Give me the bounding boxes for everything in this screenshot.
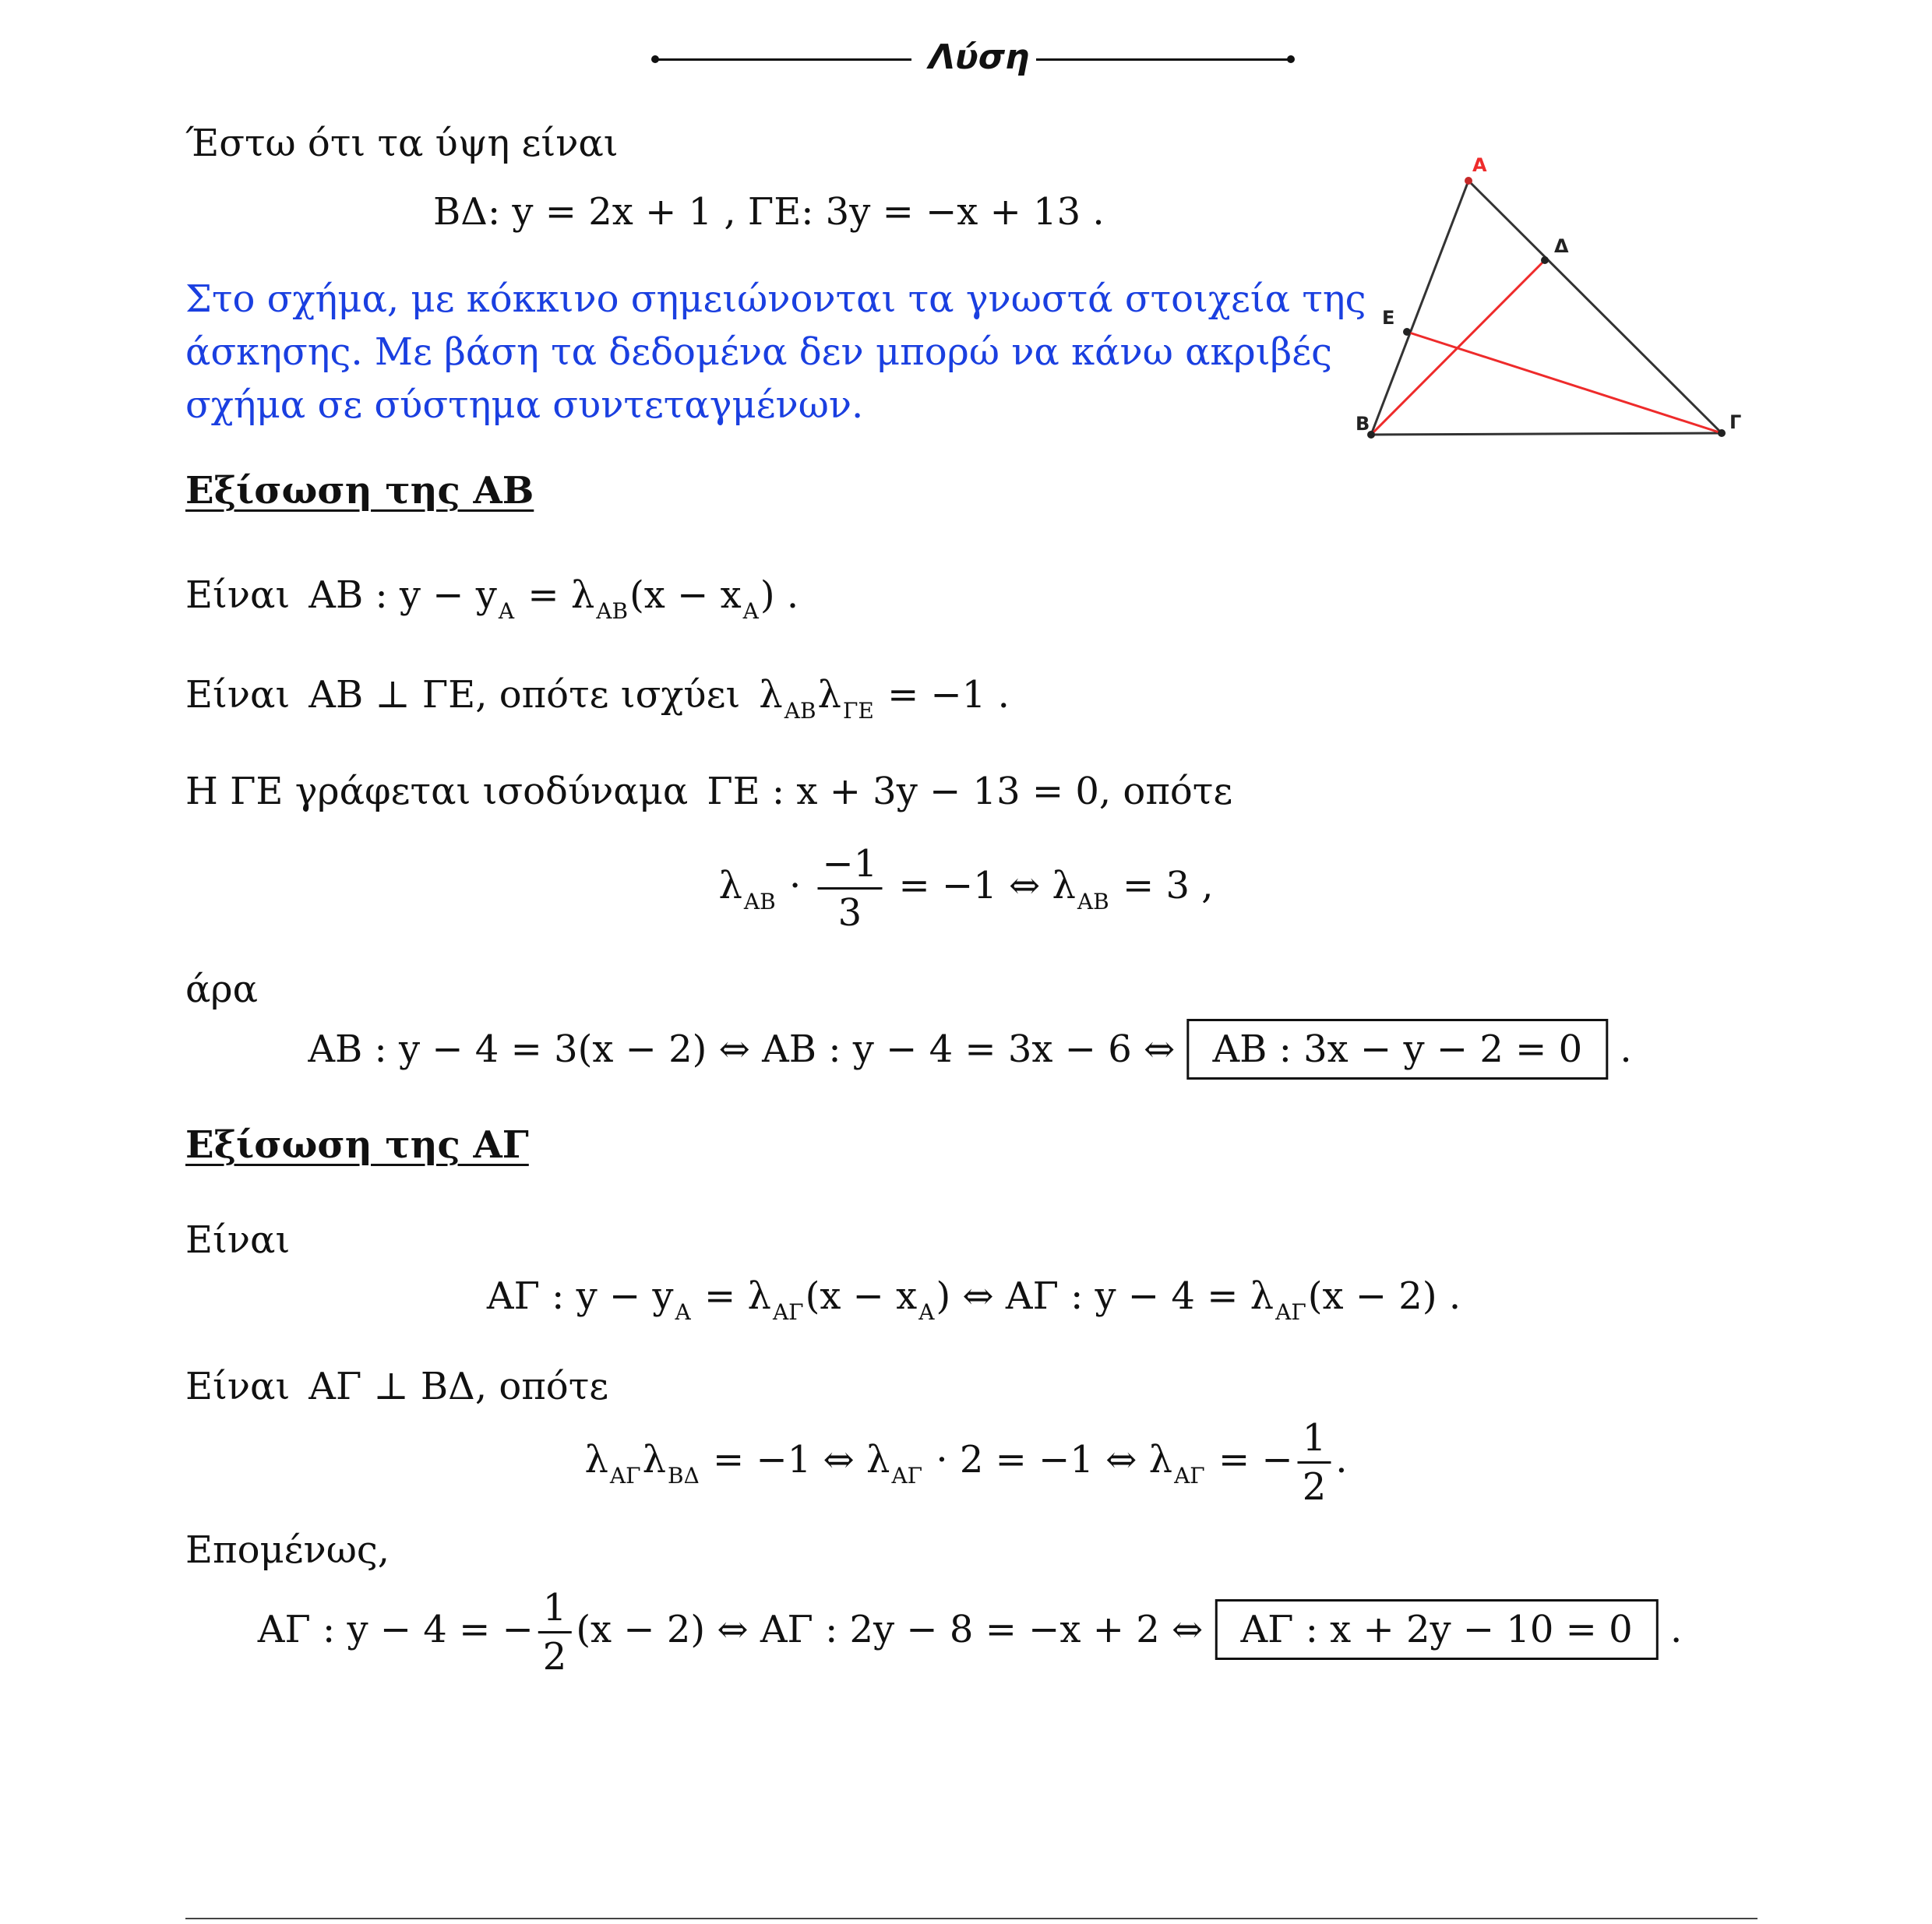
perp: ΑΒ ⊥ ΓΕ — [308, 673, 476, 717]
sub: Α — [675, 1299, 691, 1325]
numerator: −1 — [817, 845, 882, 890]
note-line-2: άσκησης. Με βάση τα δεδομένα δεν μπορώ να κάνω ακριβές — [185, 330, 1333, 374]
part: (x − 2) . — [1307, 1274, 1461, 1318]
label-d: Δ — [1554, 235, 1569, 257]
eq-bd-label: ΒΔ — [433, 190, 488, 234]
perp: ΑΓ ⊥ ΒΔ — [308, 1365, 475, 1408]
end: , οπότε — [1098, 770, 1233, 813]
sub: ΓΕ — [842, 698, 874, 724]
ag-line-2 — [185, 1365, 609, 1408]
text: Η ΓΕ γράφεται ισοδύναμα — [185, 770, 689, 813]
ab-line-1 — [185, 573, 799, 624]
mid: , οπότε ισχύει — [475, 673, 741, 717]
sub: ΑΓ — [1174, 1463, 1205, 1489]
end: ) . — [760, 573, 799, 617]
word: Είναι — [185, 1365, 291, 1408]
ag-result-box: ΑΓ : x + 2y − 10 = 0 — [1215, 1599, 1658, 1660]
vertex-a-point — [1465, 177, 1472, 185]
lambda: λ — [817, 673, 841, 717]
lambda: λ — [718, 864, 742, 907]
eq-ge: : 3y = −x + 13 . — [801, 190, 1105, 234]
title-rule-left — [654, 58, 911, 61]
sub: Α — [918, 1299, 935, 1325]
ab-fraction-equation — [718, 842, 1214, 935]
title-rule-right-dot — [1287, 55, 1295, 63]
numerator: 1 — [538, 1589, 572, 1633]
sub: ΑΓ — [1275, 1299, 1306, 1325]
eq-bd: : y = 2x + 1 — [487, 190, 713, 234]
page-title: Λύση — [929, 37, 1030, 77]
lhs: ΑΒ : y − 4 = 3(x − 2) ⇔ ΑΒ : y − 4 = 3x − 6 ⇔ — [308, 1027, 1176, 1071]
sub: ΑΒ — [1077, 889, 1109, 914]
point-e — [1403, 328, 1411, 336]
word: Είναι — [185, 673, 291, 717]
part: ΑΓ : y − y — [486, 1274, 674, 1318]
label-a: Α — [1472, 154, 1487, 176]
point-d — [1541, 256, 1549, 264]
lambda: λ — [759, 673, 783, 717]
label-g: Γ — [1729, 411, 1742, 433]
end: = 3 , — [1110, 864, 1214, 907]
denominator: 2 — [1302, 1465, 1327, 1509]
dot: · — [777, 864, 813, 907]
fraction — [1298, 1416, 1331, 1509]
part: λ — [642, 1438, 666, 1482]
side-ag — [1468, 181, 1722, 433]
ab-final-equation — [308, 1019, 1631, 1080]
ag-equation-2 — [584, 1416, 1348, 1509]
eq-ge-label: ΓΕ — [747, 190, 802, 234]
sub: Α — [742, 598, 759, 624]
part: = λ — [692, 1274, 771, 1318]
altitude-ge — [1407, 332, 1722, 433]
part: ΑΓ : y − 4 = − — [257, 1608, 534, 1651]
rhs: (x − x — [629, 573, 742, 617]
ab-result-box: ΑΒ : 3x − y − 2 = 0 — [1187, 1019, 1609, 1080]
ab-lhs: ΑΒ : y − y — [308, 573, 497, 617]
ag-final-equation — [257, 1586, 1683, 1679]
title-rule-right — [1036, 58, 1292, 61]
word: Είναι — [185, 573, 291, 617]
heading-ag: Εξίσωση της ΑΓ — [185, 1123, 529, 1167]
ag-equation-1 — [486, 1274, 1461, 1325]
label-b: Β — [1356, 413, 1370, 435]
denominator: 2 — [542, 1635, 567, 1679]
end: , οπότε — [474, 1365, 609, 1408]
sub: Α — [498, 598, 515, 624]
therefore-word: Επομένως, — [185, 1528, 390, 1572]
side-bg — [1371, 433, 1722, 435]
footer-rule — [185, 1918, 1757, 1919]
denominator: 3 — [837, 891, 862, 935]
end: . — [1669, 1608, 1683, 1651]
part: (x − x — [805, 1274, 918, 1318]
fraction — [817, 842, 882, 935]
vertex-g-point — [1718, 429, 1726, 437]
triangle-figure — [1340, 148, 1776, 452]
eq: = λ — [516, 573, 595, 617]
sub: ΑΓ — [891, 1463, 923, 1489]
label-e: Ε — [1382, 307, 1395, 329]
fraction — [538, 1586, 572, 1679]
end: . — [1620, 1027, 1632, 1071]
part: · 2 = −1 ⇔ λ — [924, 1438, 1173, 1482]
ab-line-3 — [185, 770, 1233, 813]
sub: ΑΒ — [743, 889, 776, 914]
sub: ΒΔ — [668, 1463, 700, 1489]
part: = −1 ⇔ λ — [700, 1438, 890, 1482]
part: = − — [1206, 1438, 1293, 1482]
part: (x − 2) ⇔ ΑΓ : 2y − 8 = −x + 2 ⇔ — [576, 1608, 1204, 1651]
mid: = −1 ⇔ λ — [887, 864, 1076, 907]
intro-line: Έστω ότι τα ύψη είναι — [185, 122, 619, 165]
ag-word-1: Είναι — [185, 1218, 291, 1262]
sub: ΑΓ — [609, 1463, 641, 1489]
numerator: 1 — [1298, 1419, 1331, 1464]
end: . — [1335, 1438, 1348, 1482]
end: = −1 . — [875, 673, 1010, 717]
sub: ΑΒ — [596, 598, 629, 624]
part: λ — [584, 1438, 608, 1482]
note-line-1: Στο σχήμα, με κόκκινο σημειώνονται τα γνωστά στοιχεία της — [185, 277, 1366, 321]
eq: ΓΕ : x + 3y − 13 = 0 — [707, 770, 1099, 813]
eq-separator: , — [724, 190, 736, 234]
note-line-3: σχήμα σε σύστημα συντεταγμένων. — [185, 383, 864, 427]
ab-line-2 — [185, 673, 1010, 724]
heading-ab: Εξίσωση της ΑΒ — [185, 469, 534, 513]
ara-word: άρα — [185, 967, 259, 1011]
intro-equation — [433, 190, 1105, 234]
sub: ΑΒ — [784, 698, 816, 724]
part: ) ⇔ ΑΓ : y − 4 = λ — [936, 1274, 1274, 1318]
sub: ΑΓ — [772, 1299, 804, 1325]
